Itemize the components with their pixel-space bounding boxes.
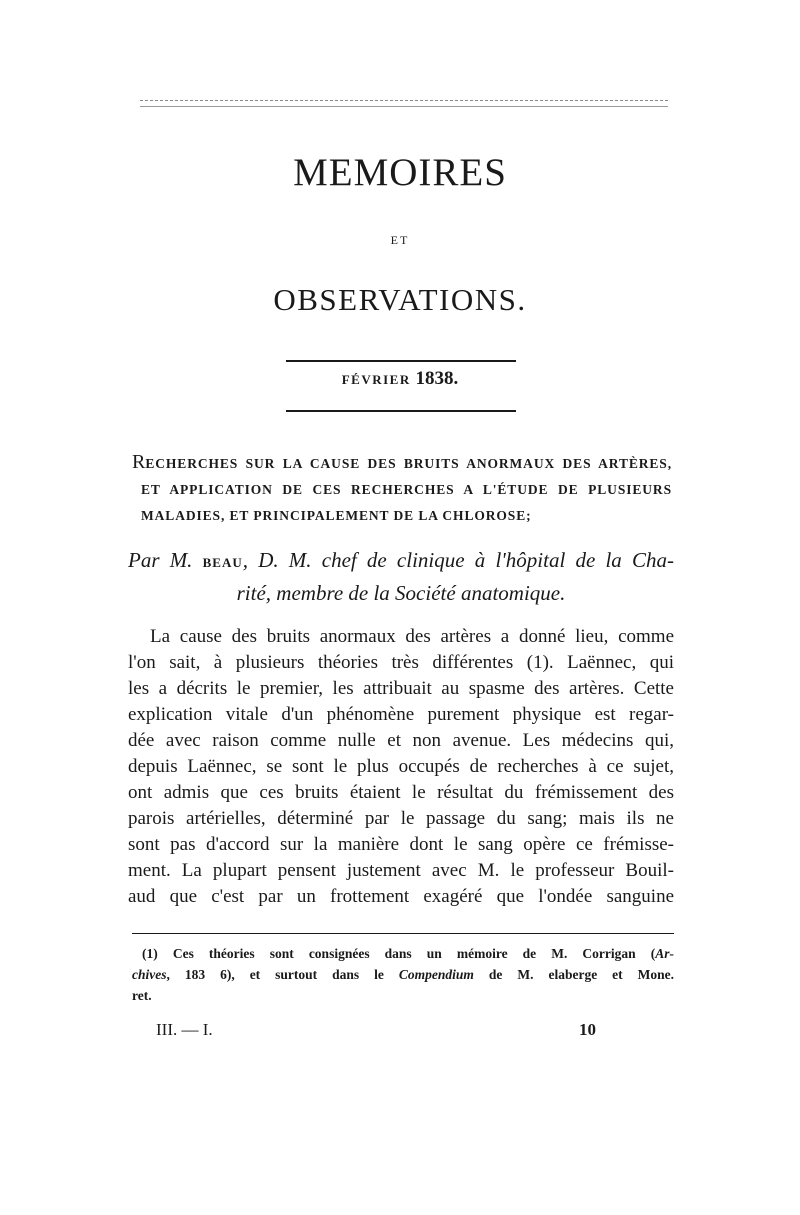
body-line: ment. La plupart pensent justement avec M. le professeur Bouil-	[128, 860, 674, 881]
footnote-italic: chives	[132, 967, 167, 982]
page-title: MEMOIRES	[293, 151, 507, 194]
heading-line	[132, 449, 672, 477]
byline-credentials: , D. M. chef de clinique à l'hôpital de la Cha-	[242, 548, 675, 572]
body-line: dée avec raison comme nulle et non avenue. Les médecins qui,	[128, 730, 674, 751]
date-rule-bottom	[286, 410, 516, 412]
footnote-rule	[132, 933, 674, 934]
body-line: les a décrits le premier, les attribuait au spasme des artères. Cette	[128, 678, 674, 699]
body-line: sont pas d'accord sur la manière dont le sang opère ce frémisse-	[128, 834, 674, 855]
byline-line	[128, 545, 674, 578]
body-line: explication vitale d'un phénomène purement physique est regar-	[128, 704, 674, 725]
footnote-line	[132, 964, 674, 985]
date-rule-top	[286, 360, 516, 362]
article-byline	[128, 545, 674, 608]
byline-author: BEAU	[202, 555, 243, 570]
body-line: parois artérielles, déterminé par le passage du sang; mais ils ne	[128, 808, 674, 829]
article-body	[128, 624, 674, 910]
page-number: 10	[579, 1020, 596, 1039]
footnote-line	[132, 943, 674, 964]
footnote-italic: Compendium	[398, 967, 474, 982]
footnote-line: ret.	[132, 988, 152, 1003]
body-line: La cause des bruits anormaux des artères a donné lieu, comme	[150, 626, 674, 647]
issue-year: 1838.	[415, 368, 459, 389]
article-heading	[132, 449, 672, 529]
heading-line: ET APPLICATION DE CES RECHERCHES A L'ÉTUDE DE PLUSIEURS	[141, 482, 672, 497]
footnote	[132, 943, 674, 1006]
heading-line-text: ECHERCHES SUR LA CAUSE DES BRUITS ANORMAUX DES ARTÈRES,	[145, 456, 672, 471]
footnote-text: , 183 6), et surtout dans le	[166, 967, 384, 982]
footnote-text: de M. elaberge et Mone.	[488, 967, 675, 982]
title-conjunction: ET	[390, 233, 410, 247]
body-line: aud que c'est par un frottement exagéré que l'ondée sanguine	[128, 886, 674, 907]
top-rule	[140, 100, 668, 101]
footnote-italic: Ar-	[655, 946, 675, 961]
signature-mark: III. — I.	[156, 1020, 213, 1039]
issue-month: FÉVRIER	[341, 372, 411, 387]
heading-initial: R	[132, 451, 146, 473]
body-line: l'on sait, à plusieurs théories très différentes (1). Laënnec, qui	[128, 652, 674, 673]
top-rule-double	[140, 106, 668, 107]
body-line: depuis Laënnec, se sont le plus occupés de recherches à ce sujet,	[128, 756, 674, 777]
body-line: ont admis que ces bruits étaient le résultat du frémissement des	[128, 782, 674, 803]
footnote-marker: (1)	[142, 946, 158, 961]
page-subtitle: OBSERVATIONS.	[273, 282, 527, 317]
byline-line: rité, membre de la Société anatomique.	[236, 581, 566, 605]
byline-prefix: Par M.	[128, 548, 193, 572]
issue-date	[0, 368, 800, 390]
footnote-text: Ces théories sont consignées dans un mémoire de M. Corrigan (	[172, 946, 656, 961]
heading-line: MALADIES, ET PRINCIPALEMENT DE LA CHLOROSE;	[141, 508, 532, 523]
